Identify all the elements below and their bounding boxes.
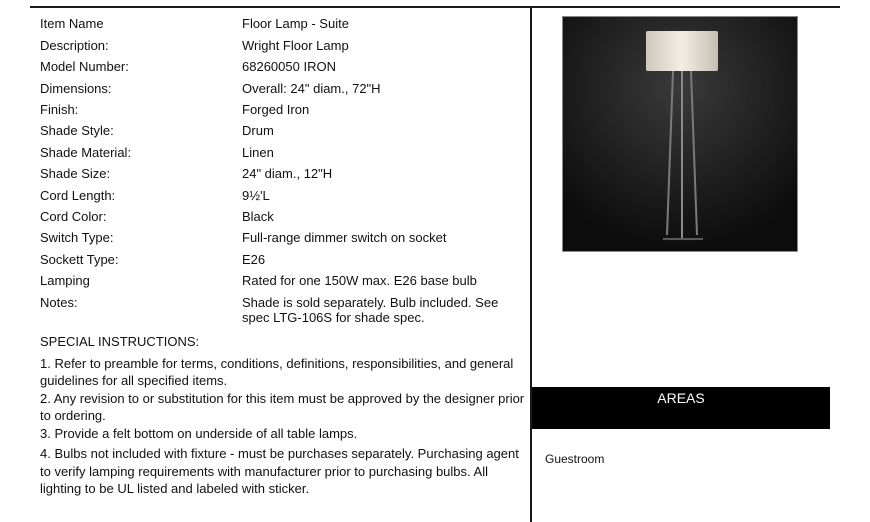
spec-value: 9½'L (242, 188, 270, 203)
top-divider (30, 6, 840, 8)
spec-label: Lamping (40, 273, 90, 288)
spec-value: Shade is sold separately. Bulb included. See spec LTG-106S for shade spec. (242, 295, 499, 325)
spec-label: Description: (40, 38, 109, 53)
areas-title: AREAS (657, 390, 705, 406)
spec-label: Model Number: (40, 59, 129, 74)
area-item: Guestroom (545, 452, 605, 466)
instruction-item: 3. Provide a felt bottom on underside of all table lamps. (40, 425, 358, 441)
special-instructions (40, 333, 530, 498)
spec-label: Sockett Type: (40, 252, 119, 267)
spec-label: Notes: (40, 295, 78, 310)
product-photo (562, 16, 798, 252)
spec-value: E26 (242, 252, 266, 267)
spec-value: Wright Floor Lamp (242, 38, 349, 53)
special-instructions-heading: SPECIAL INSTRUCTIONS: (40, 334, 200, 349)
spec-label: Cord Length: (40, 188, 116, 203)
spec-value: 24" diam., 12"H (242, 166, 333, 181)
spec-value: Full-range dimmer switch on socket (242, 230, 447, 245)
instruction-item: 1. Refer to preamble for terms, conditions, definitions, responsibilities, and general guidelines for all specified items. (40, 355, 514, 388)
spec-label: Finish: (40, 102, 79, 117)
spec-label: Switch Type: (40, 230, 114, 245)
spec-label: Shade Material: (40, 145, 132, 160)
spec-value: 68260050 IRON (242, 59, 336, 74)
spec-label: Shade Size: (40, 166, 111, 181)
spec-value: Floor Lamp - Suite (242, 16, 349, 31)
spec-label: Shade Style: (40, 123, 114, 138)
spec-value: Black (242, 209, 274, 224)
spec-label: Dimensions: (40, 81, 112, 96)
instruction-item: 2. Any revision to or substitution for this item must be approved by the designer prior to ordering. (40, 390, 525, 423)
instruction-item: 4. Bulbs not included with fixture - must be purchases separately. Purchasing agent to verify lamping requirements with manufacturer prior to purchasing bulbs. All lighting to be UL listed and labeled with sticker. (40, 446, 519, 496)
spec-value: Forged Iron (242, 102, 310, 117)
spec-label: Cord Color: (40, 209, 107, 224)
spec-label: Item Name (40, 16, 104, 31)
areas-header (532, 387, 830, 429)
spec-value: Rated for one 150W max. E26 base bulb (242, 273, 477, 288)
spec-value: Overall: 24" diam., 72"H (242, 81, 381, 96)
spec-value: Linen (242, 145, 274, 160)
floor-lamp-image (563, 17, 797, 251)
spec-value: Drum (242, 123, 274, 138)
